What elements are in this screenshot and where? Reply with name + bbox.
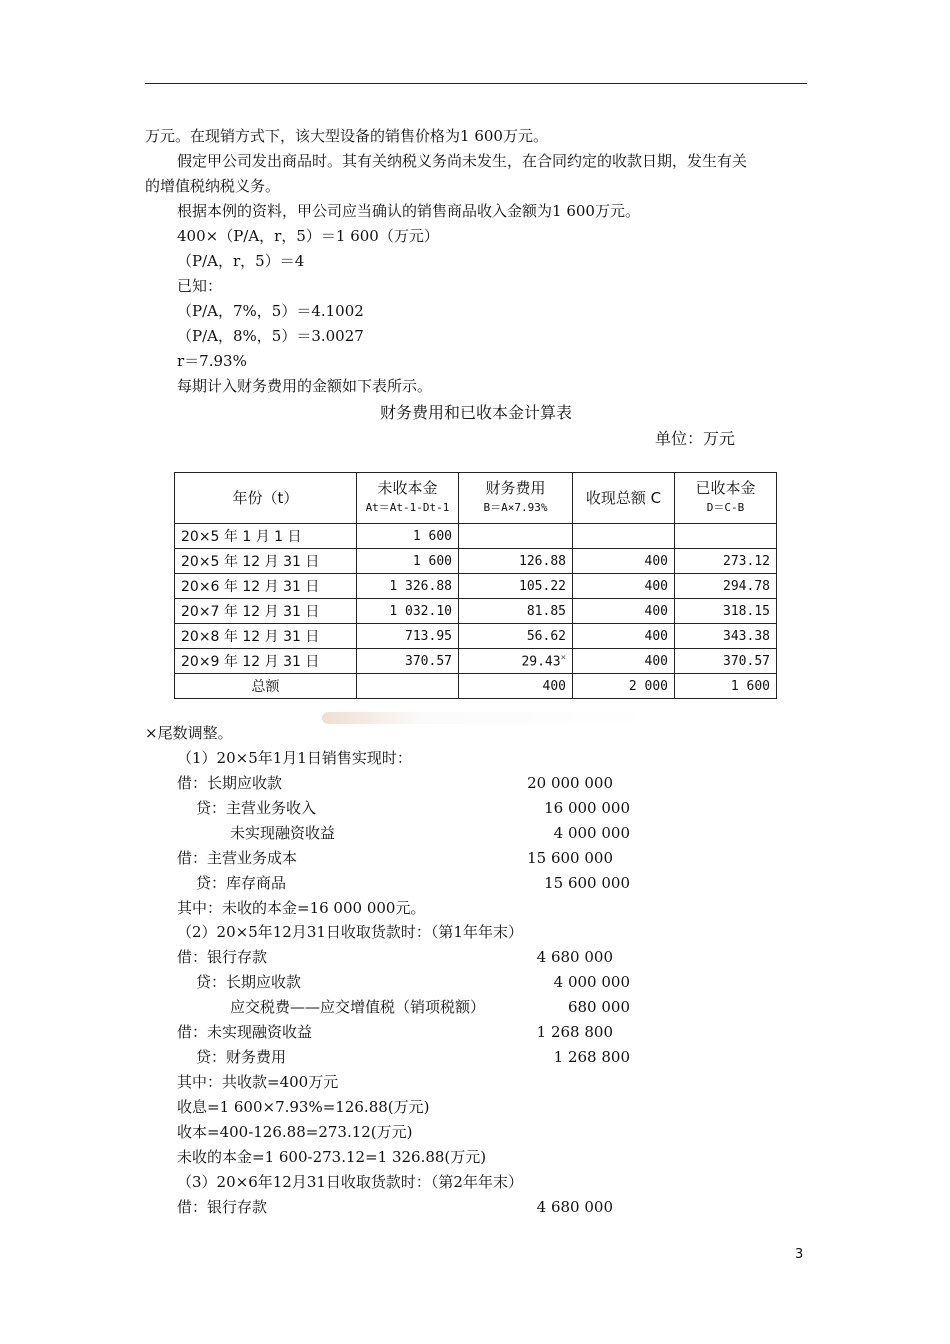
note-line: 收息=1 600×7.93%=126.88(万元) bbox=[177, 1098, 430, 1116]
note-line: 其中：共收款=400万元 bbox=[177, 1073, 339, 1091]
footnote: ×尾数调整。 bbox=[145, 724, 233, 742]
cell-d: 318.15 bbox=[675, 599, 777, 624]
intro-line: 假定甲公司发出商品时。其有关纳税义务尚未发生，在合同约定的收款日期，发生有关 bbox=[177, 152, 748, 170]
cell-b: 56.62 bbox=[459, 624, 573, 649]
cell-d: 343.38 bbox=[675, 624, 777, 649]
entry-label: 贷：库存商品 bbox=[196, 874, 287, 892]
header-unreceived-principal: 未收本金 At＝At-1-Dt-1 bbox=[357, 473, 459, 524]
page-number: 3 bbox=[795, 1247, 804, 1262]
cell-c: 400 bbox=[573, 599, 675, 624]
note-line: 其中：未收的本金=16 000 000元。 bbox=[177, 899, 426, 917]
cell-d bbox=[675, 524, 777, 549]
entry-label: 借：未实现融资收益 bbox=[177, 1023, 313, 1041]
table-row bbox=[175, 574, 777, 599]
header-received-principal: 已收本金 D＝C-B bbox=[675, 473, 777, 524]
cell-b: 126.88 bbox=[459, 549, 573, 574]
entry-label: 借：长期应收款 bbox=[177, 774, 283, 792]
cell-year: 20×6 年 12 月 31 日 bbox=[175, 574, 357, 599]
cell-c: 400 bbox=[573, 549, 675, 574]
cell-year: 20×5 年 12 月 31 日 bbox=[175, 549, 357, 574]
cell-d: 294.78 bbox=[675, 574, 777, 599]
entry-label: 借：主营业务成本 bbox=[177, 849, 298, 867]
cell-a: 370.57 bbox=[357, 649, 459, 674]
cell-c: 400 bbox=[573, 649, 675, 674]
cell-a: 1 600 bbox=[357, 549, 459, 574]
entry-amount: 15 600 000 bbox=[544, 874, 630, 892]
table-row bbox=[175, 649, 777, 674]
header-rule bbox=[145, 83, 807, 84]
formula-line: （P/A，7%，5）＝4.1002 bbox=[177, 302, 364, 320]
entry-amount: 4 680 000 bbox=[536, 1198, 613, 1216]
cell-b bbox=[459, 524, 573, 549]
table-total-row bbox=[175, 674, 777, 699]
entry-label: 贷：长期应收款 bbox=[196, 973, 302, 991]
table-caption: 财务费用和已收本金计算表 bbox=[379, 403, 572, 422]
header-cash-total: 收现总额 C bbox=[573, 473, 675, 524]
entry-label: 应交税费——应交增值税（销项税额） bbox=[230, 998, 486, 1016]
entry-amount: 20 000 000 bbox=[527, 774, 613, 792]
table-row bbox=[175, 599, 777, 624]
scan-smudge bbox=[322, 712, 652, 724]
cell-a: 713.95 bbox=[357, 624, 459, 649]
table-row bbox=[175, 624, 777, 649]
table-header-row bbox=[175, 473, 777, 524]
entry-amount: 1 268 800 bbox=[553, 1048, 630, 1066]
cell-year: 20×7 年 12 月 31 日 bbox=[175, 599, 357, 624]
table-row bbox=[175, 549, 777, 574]
footnote-mark: × bbox=[560, 652, 566, 663]
note-line: 未收的本金=1 600-273.12=1 326.88(万元) bbox=[177, 1148, 487, 1166]
cell-d: 273.12 bbox=[675, 549, 777, 574]
cell-b: 29.43× bbox=[459, 649, 573, 674]
entry-amount: 4 000 000 bbox=[553, 824, 630, 842]
intro-line: 万元。在现销方式下，该大型设备的销售价格为1 600万元。 bbox=[145, 127, 548, 145]
cell-year: 20×8 年 12 月 31 日 bbox=[175, 624, 357, 649]
intro-line: 已知： bbox=[177, 277, 223, 295]
cell-c: 400 bbox=[573, 574, 675, 599]
finance-cost-table bbox=[174, 472, 777, 699]
intro-line: 每期计入财务费用的金额如下表所示。 bbox=[177, 377, 433, 395]
cell-b: 81.85 bbox=[459, 599, 573, 624]
section-title: （2）20×5年12月31日收取货款时：（第1年年末） bbox=[177, 923, 523, 941]
cell-year: 20×9 年 12 月 31 日 bbox=[175, 649, 357, 674]
formula-line: （P/A，r，5）＝4 bbox=[177, 252, 305, 270]
entry-amount: 15 600 000 bbox=[527, 849, 613, 867]
cell-b: 105.22 bbox=[459, 574, 573, 599]
formula-line: （P/A，8%，5）＝3.0027 bbox=[177, 327, 364, 345]
formula-line: r＝7.93% bbox=[177, 352, 247, 370]
entry-label: 未实现融资收益 bbox=[230, 824, 336, 842]
intro-line: 的增值税纳税义务。 bbox=[145, 177, 281, 195]
entry-label: 借：银行存款 bbox=[177, 948, 268, 966]
table-row bbox=[175, 524, 777, 549]
formula-line: 400×（P/A，r，5）＝1 600（万元） bbox=[177, 227, 439, 245]
entry-amount: 16 000 000 bbox=[544, 799, 630, 817]
cell-total-label: 总额 bbox=[175, 674, 357, 699]
entry-amount: 4 680 000 bbox=[536, 948, 613, 966]
entry-amount: 1 268 800 bbox=[536, 1023, 613, 1041]
cell-c bbox=[573, 524, 675, 549]
intro-line: 根据本例的资料，甲公司应当确认的销售商品收入金额为1 600万元。 bbox=[177, 202, 640, 220]
cell-c: 400 bbox=[573, 624, 675, 649]
cell-total-c: 2 000 bbox=[573, 674, 675, 699]
cell-total-d: 1 600 bbox=[675, 674, 777, 699]
header-year: 年份（t） bbox=[175, 473, 357, 524]
section-title: （1）20×5年1月1日销售实现时： bbox=[177, 749, 412, 767]
cell-total-b: 400 bbox=[459, 674, 573, 699]
entry-label: 借：银行存款 bbox=[177, 1198, 268, 1216]
cell-year: 20×5 年 1 月 1 日 bbox=[175, 524, 357, 549]
section-title: （3）20×6年12月31日收取货款时：（第2年年末） bbox=[177, 1173, 523, 1191]
cell-total-a bbox=[357, 674, 459, 699]
header-finance-cost: 财务费用 B＝A×7.93% bbox=[459, 473, 573, 524]
table-unit: 单位：万元 bbox=[655, 429, 736, 448]
cell-d: 370.57 bbox=[675, 649, 777, 674]
cell-a: 1 600 bbox=[357, 524, 459, 549]
entry-amount: 680 000 bbox=[567, 998, 630, 1016]
cell-a: 1 326.88 bbox=[357, 574, 459, 599]
cell-a: 1 032.10 bbox=[357, 599, 459, 624]
entry-amount: 4 000 000 bbox=[553, 973, 630, 991]
note-line: 收本=400-126.88=273.12(万元) bbox=[177, 1123, 413, 1141]
entry-label: 贷：主营业务收入 bbox=[196, 799, 317, 817]
entry-label: 贷：财务费用 bbox=[196, 1048, 287, 1066]
